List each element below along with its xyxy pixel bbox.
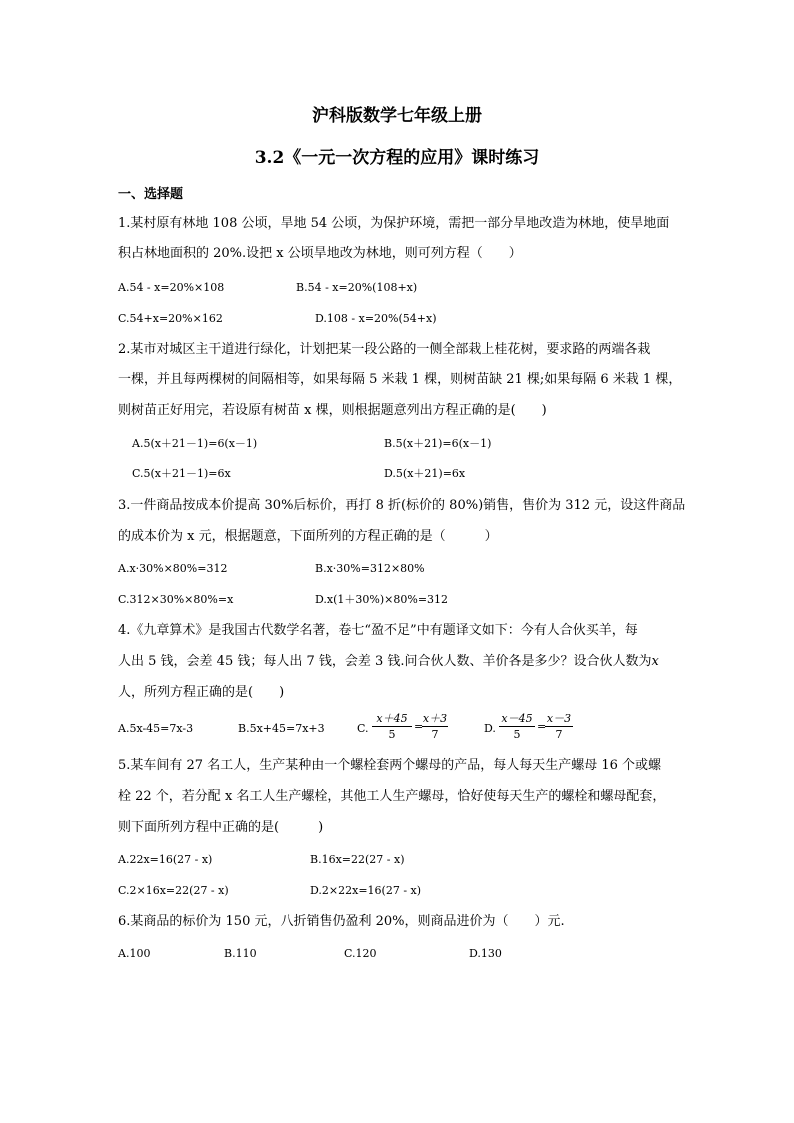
question-3-option-a: A.x·30%×80%=312 <box>118 562 228 575</box>
question-2-option-d: D.5(x＋21)=6x <box>384 467 466 480</box>
fraction-numerator: x＋3 <box>422 712 448 725</box>
fraction-denominator: 5 <box>513 728 521 741</box>
question-4-option-d-equals: = <box>537 720 547 733</box>
question-4-option-b: B.5x+45=7x+3 <box>238 722 325 735</box>
question-2-option-c: C.5(x＋21－1)=6x <box>132 467 231 480</box>
question-5-option-c: C.2×16x=22(27 - x) <box>118 884 229 897</box>
question-1-line-2: 积占林地面积的 20%.设把 x 公顷旱地改为林地，则可列方程（ ） <box>118 246 522 261</box>
question-4-option-d-fraction-right <box>545 712 573 741</box>
question-2-line-2: 一棵，并且每两棵树的间隔相等，如果每隔 5 米栽 1 棵，则树苗缺 21 棵;如果每隔 6 米栽 1 棵， <box>118 372 682 387</box>
question-2-option-a: A.5(x＋21－1)=6(x－1) <box>132 437 258 450</box>
question-4-option-c-fraction-left <box>372 712 412 741</box>
section-heading: 一、选择题 <box>118 187 184 202</box>
question-1-option-d: D.108 - x=20%(54+x) <box>315 312 437 325</box>
question-1-option-a: A.54 - x=20%×108 <box>118 281 225 294</box>
fraction-bar <box>422 726 448 727</box>
question-6-line-1: 6.某商品的标价为 150 元，八折销售仍盈利 20%，则商品进价为（ ）元. <box>118 914 565 929</box>
question-4-option-d-fraction-left <box>499 712 535 741</box>
question-4-option-c-label: C. <box>357 722 369 735</box>
fraction-denominator: 7 <box>431 728 439 741</box>
question-5-option-a: A.22x=16(27 - x) <box>118 853 213 866</box>
question-6-option-d: D.130 <box>469 947 502 960</box>
question-4-line-1: 4.《九章算术》是我国古代数学名著，卷七“盈不足”中有题译文如下：今有人合伙买羊，每 <box>118 623 638 638</box>
question-4-variable-x: x <box>651 654 659 669</box>
question-5-line-3: 则下面所列方程中正确的是( ) <box>118 820 324 835</box>
question-4-option-a: A.5x-45=7x-3 <box>118 722 194 735</box>
question-4-option-d-label: D. <box>484 722 496 735</box>
fraction-denominator: 7 <box>555 728 563 741</box>
question-1-line-1: 1.某村原有林地 108 公顷，旱地 54 公顷，为保护环境，需把一部分旱地改造为林地，使旱地面 <box>118 216 670 231</box>
question-2-line-3: 则树苗正好用完，若设原有树苗 x 棵，则根据题意列出方程正确的是( ) <box>118 403 547 418</box>
question-1-option-b: B.54 - x=20%(108+x) <box>296 281 418 294</box>
question-5-line-1: 5.某车间有 27 名工人，生产某种由一个螺栓套两个螺母的产品，每人每天生产螺母 16 个或螺 <box>118 758 662 773</box>
question-2-option-b: B.5(x＋21)=6(x－1) <box>384 437 492 450</box>
fraction-numerator: x＋45 <box>376 712 408 725</box>
question-3-line-2: 的成本价为 x 元，根据题意，下面所列的方程正确的是（ ） <box>118 529 498 544</box>
question-6-option-a: A.100 <box>118 947 151 960</box>
fraction-bar <box>545 726 573 727</box>
document-subtitle: 3.2《一元一次方程的应用》课时练习 <box>254 148 540 168</box>
fraction-bar <box>499 726 535 727</box>
question-2-line-1: 2.某市对城区主干道进行绿化，计划把某一段公路的一侧全部栽上桂花树，要求路的两端各栽 <box>118 342 651 357</box>
question-4-option-c-equals: = <box>414 720 424 733</box>
question-4-option-c-fraction-right <box>422 712 448 741</box>
question-4-line-3: 人，所列方程正确的是( ) <box>118 685 285 700</box>
question-5-option-d: D.2×22x=16(27 - x) <box>310 884 422 897</box>
document-title: 沪科版数学七年级上册 <box>312 106 482 126</box>
question-6-option-b: B.110 <box>224 947 257 960</box>
question-3-option-c: C.312×30%×80%=x <box>118 593 234 606</box>
question-5-option-b: B.16x=22(27 - x) <box>310 853 405 866</box>
question-6-option-c: C.120 <box>344 947 377 960</box>
question-3-option-b: B.x·30%=312×80% <box>315 562 425 575</box>
question-3-line-1: 3.一件商品按成本价提高 30%后标价，再打 8 折(标价的 80%)销售，售价为 312 元，设这件商品 <box>118 498 686 513</box>
fraction-numerator: x－45 <box>501 712 533 725</box>
question-1-option-c: C.54+x=20%×162 <box>118 312 223 325</box>
question-4-line-2-text: 人出 5 钱，会差 45 钱；每人出 7 钱，会差 3 钱.问合伙人数、羊价各是多少？设合伙人数为 <box>118 654 652 669</box>
fraction-bar <box>372 726 412 727</box>
fraction-denominator: 5 <box>388 728 396 741</box>
fraction-numerator: x－3 <box>546 712 572 725</box>
question-4-line-2 <box>118 652 659 672</box>
question-3-option-d: D.x(1＋30%)×80%=312 <box>315 593 449 606</box>
question-5-line-2: 栓 22 个，若分配 x 名工人生产螺栓，其他工人生产螺母，恰好使每天生产的螺栓和螺母配套， <box>118 789 666 804</box>
